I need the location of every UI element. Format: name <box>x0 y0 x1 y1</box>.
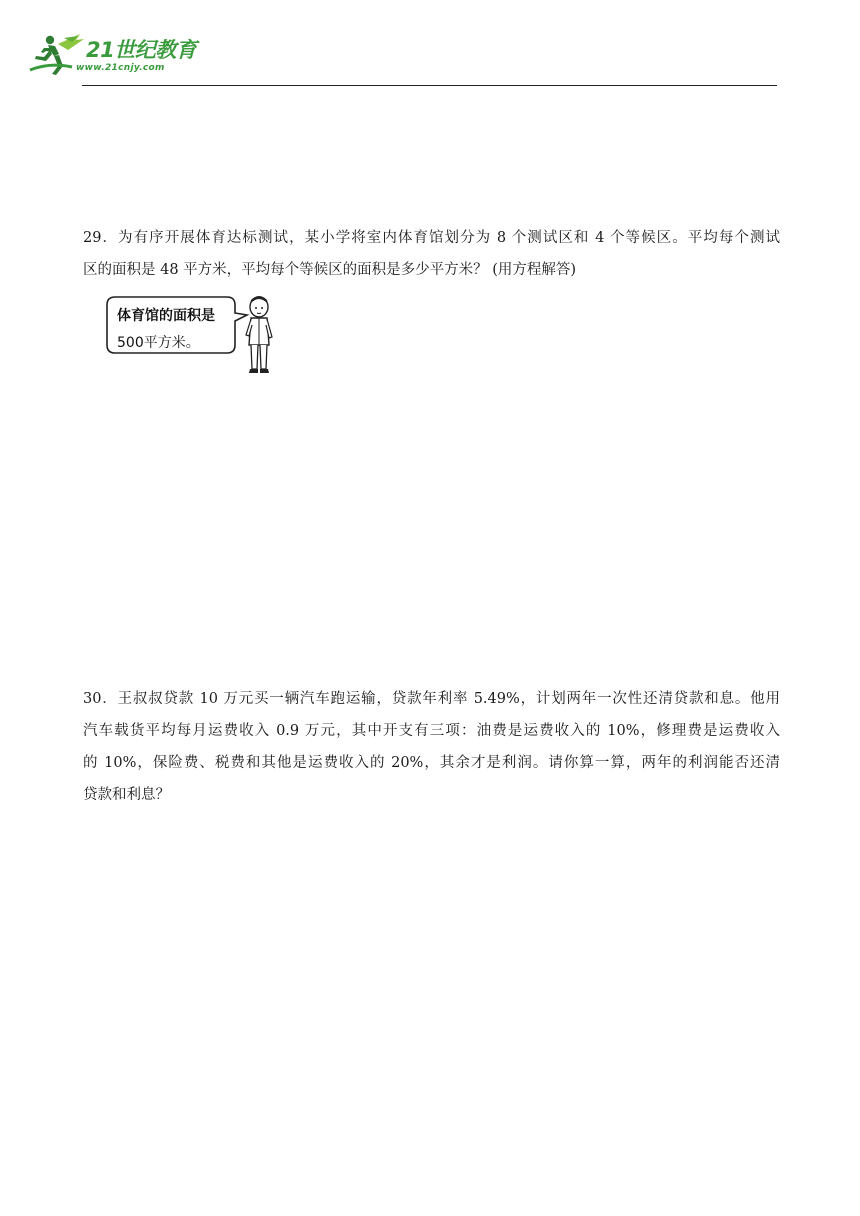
speech-bubble-line-1: 体育馆的面积是 <box>117 308 215 324</box>
boy-icon <box>239 295 279 375</box>
question-29-line-2: 区的面积是 48 平方米，平均每个等候区的面积是多少平方米？ (用方程解答) <box>83 262 577 278</box>
page-header <box>0 0 860 90</box>
header-divider <box>82 85 777 86</box>
question-30 <box>83 683 780 811</box>
question-30-line-4: 贷款和利息？ <box>83 787 170 803</box>
speech-bubble-line-2: 500平方米。 <box>117 335 200 351</box>
question-30-line-3: 的 10%，保险费、税费和其他是运费收入的 20%，其余才是利润。请你算一算，两年的利润能否还清 <box>83 755 780 771</box>
question-30-line-1: 30．王叔叔贷款 10 万元买一辆汽车跑运输，贷款年利率 5.49%，计划两年一次性还清贷款和息。他用 <box>83 691 780 707</box>
logo-url: www.21cnjy.com <box>76 63 165 73</box>
question-29-line-1: 29．为有序开展体育达标测试，某小学将室内体育馆划分为 8 个测试区和 4 个等候区。平均每个测试 <box>83 230 780 246</box>
logo <box>28 30 198 80</box>
speech-illustration <box>105 295 275 375</box>
question-29 <box>83 222 780 286</box>
question-30-line-2: 汽车载货平均每月运费收入 0.9 万元，其中开支有三项：油费是运费收入的 10%，修理费是运费收入 <box>83 723 780 739</box>
logo-text: 21世纪教育 <box>86 38 197 62</box>
